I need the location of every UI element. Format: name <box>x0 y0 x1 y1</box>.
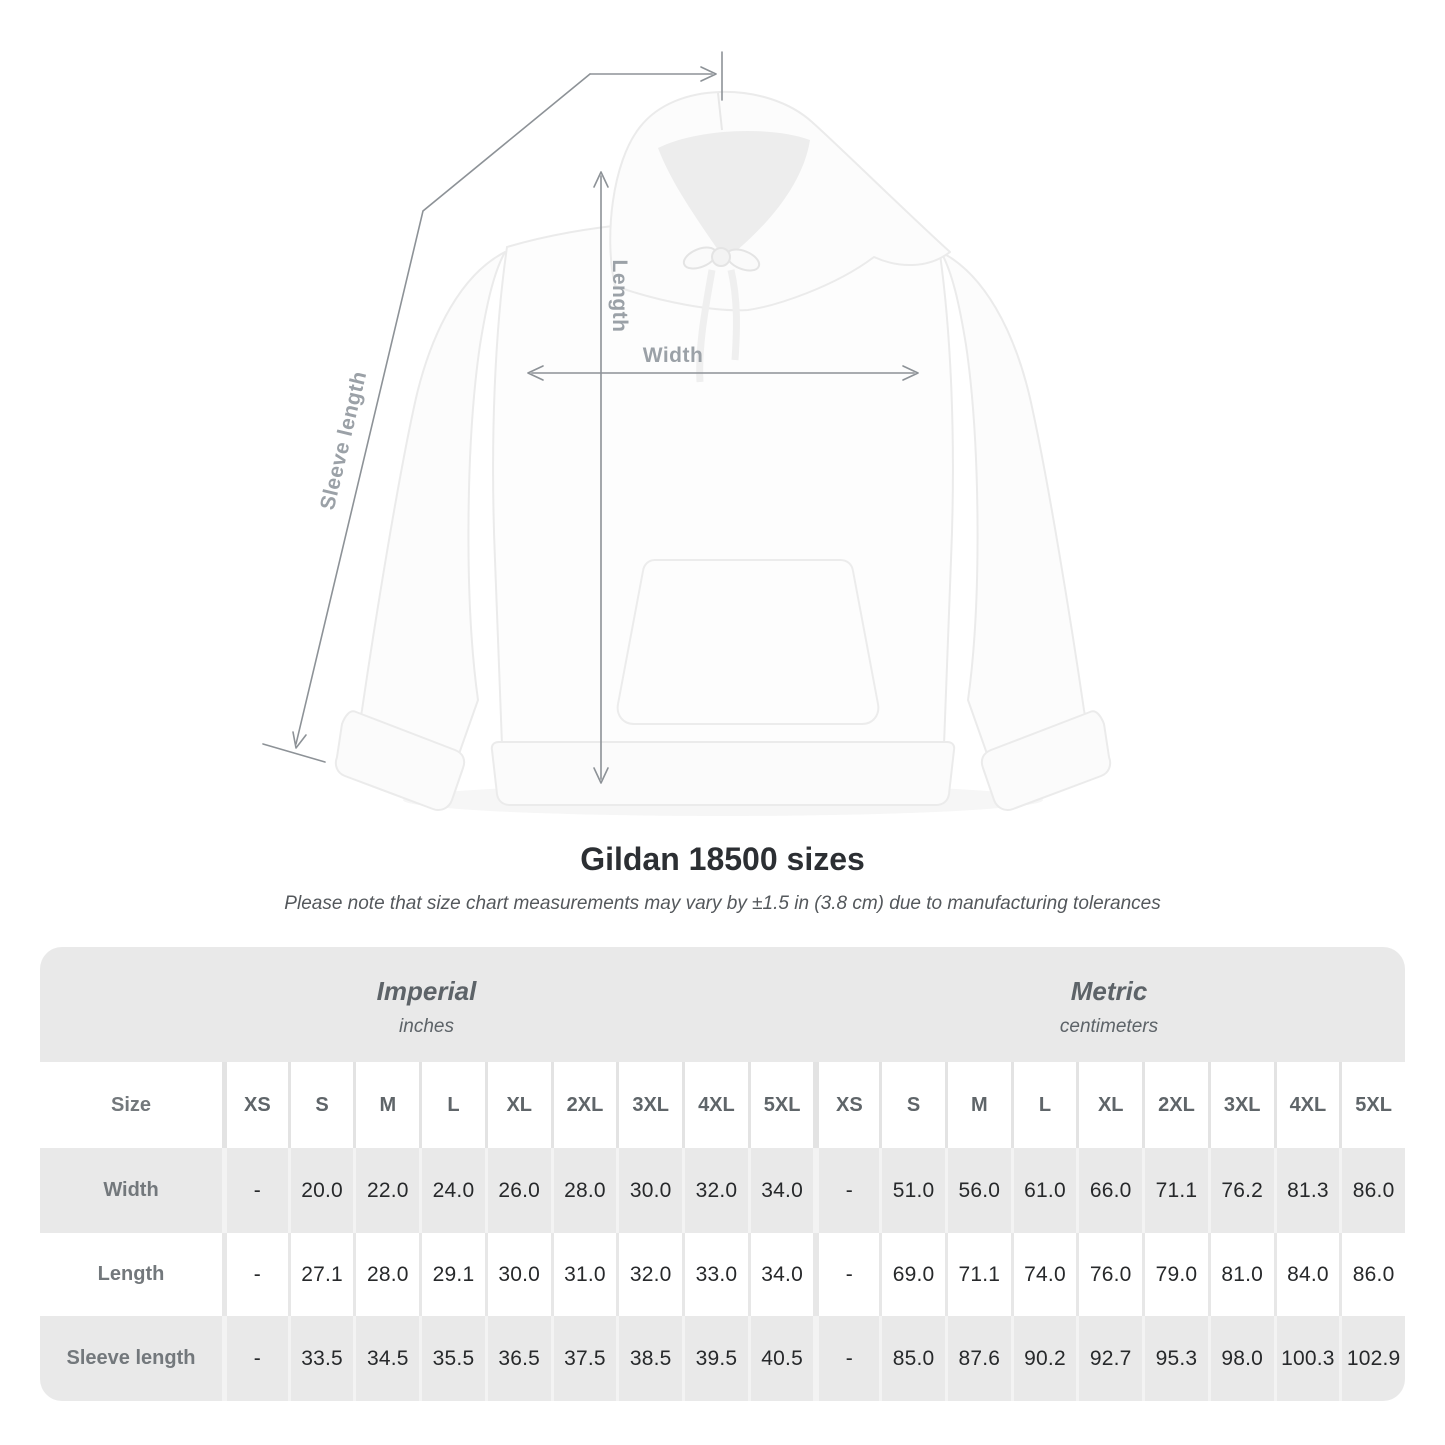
width-row <box>40 1148 1405 1233</box>
bow-knot <box>712 248 730 266</box>
left-sleeve <box>358 252 505 768</box>
size-header-imperial-m: M <box>353 1062 419 1148</box>
imperial-value-cell: 20.0 <box>288 1148 354 1233</box>
metric-value-cell: 81.0 <box>1208 1233 1274 1316</box>
imperial-value-cell: 26.0 <box>485 1148 551 1233</box>
metric-value-cell: 86.0 <box>1339 1148 1405 1233</box>
metric-label: Metric <box>1070 975 1148 1006</box>
metric-value-cell: 100.3 <box>1274 1316 1340 1401</box>
imperial-value-cell: 34.0 <box>748 1148 814 1233</box>
imperial-value-cell: 37.5 <box>551 1316 617 1401</box>
row-label: Width <box>103 1179 159 1201</box>
metric-value-cell: 102.9 <box>1339 1316 1405 1401</box>
page-title: Gildan 18500 sizes <box>580 841 865 877</box>
size-header-metric-xl: XL <box>1076 1062 1142 1148</box>
imperial-value-cell: 30.0 <box>485 1233 551 1316</box>
size-header-imperial-5xl: 5XL <box>748 1062 814 1148</box>
metric-unit-label: centimeters <box>1059 1015 1159 1037</box>
size-header-row <box>40 1062 1405 1148</box>
imperial-value-cell: 29.1 <box>419 1233 485 1316</box>
metric-value-cell: 98.0 <box>1208 1316 1274 1401</box>
imperial-value-cell: 30.0 <box>616 1148 682 1233</box>
imperial-value-cell: 35.5 <box>419 1316 485 1401</box>
size-header-metric-s: S <box>879 1062 945 1148</box>
size-header-metric-3xl: 3XL <box>1208 1062 1274 1148</box>
row-label: Sleeve length <box>66 1347 196 1369</box>
size-header-imperial-xl: XL <box>485 1062 551 1148</box>
imperial-value-cell: 34.0 <box>748 1233 814 1316</box>
sleeve-length-label: Sleeve length <box>316 368 372 513</box>
imperial-group-header <box>40 947 813 1062</box>
metric-value-cell: 79.0 <box>1142 1233 1208 1316</box>
metric-value-cell: 76.2 <box>1208 1148 1274 1233</box>
width-label: Width <box>642 344 704 367</box>
imperial-value-cell: 38.5 <box>616 1316 682 1401</box>
imperial-value-cell: - <box>222 1316 288 1401</box>
metric-value-cell: 84.0 <box>1274 1233 1340 1316</box>
sleeve-end-tick <box>263 744 325 762</box>
size-table <box>40 947 1405 1401</box>
size-header-imperial-xs: XS <box>222 1062 288 1148</box>
metric-value-cell: - <box>813 1316 879 1401</box>
length-row <box>40 1233 1405 1316</box>
size-header-metric-xs: XS <box>813 1062 879 1148</box>
imperial-value-cell: 31.0 <box>551 1233 617 1316</box>
metric-value-cell: 51.0 <box>879 1148 945 1233</box>
kangaroo-pocket <box>618 560 879 724</box>
metric-value-cell: 90.2 <box>1011 1316 1077 1401</box>
metric-value-cell: 92.7 <box>1076 1316 1142 1401</box>
metric-value-cell: 81.3 <box>1274 1148 1340 1233</box>
metric-value-cell: 85.0 <box>879 1316 945 1401</box>
metric-value-cell: - <box>813 1233 879 1316</box>
size-header-imperial-2xl: 2XL <box>551 1062 617 1148</box>
imperial-value-cell: 40.5 <box>748 1316 814 1401</box>
size-header-metric-2xl: 2XL <box>1142 1062 1208 1148</box>
imperial-label: Imperial <box>376 975 477 1006</box>
size-header-imperial-l: L <box>419 1062 485 1148</box>
sleeve-length-row <box>40 1316 1405 1401</box>
metric-value-cell: 61.0 <box>1011 1148 1077 1233</box>
size-header-metric-5xl: 5XL <box>1339 1062 1405 1148</box>
imperial-value-cell: 36.5 <box>485 1316 551 1401</box>
size-column-header: Size <box>110 1093 152 1116</box>
metric-value-cell: 86.0 <box>1339 1233 1405 1316</box>
metric-value-cell: 71.1 <box>1142 1148 1208 1233</box>
size-header-metric-4xl: 4XL <box>1274 1062 1340 1148</box>
imperial-value-cell: 33.0 <box>682 1233 748 1316</box>
imperial-value-cell: 32.0 <box>616 1233 682 1316</box>
metric-value-cell: 76.0 <box>1076 1233 1142 1316</box>
length-label: Length <box>608 259 631 333</box>
size-header-imperial-s: S <box>288 1062 354 1148</box>
imperial-value-cell: 27.1 <box>288 1233 354 1316</box>
size-header-metric-l: L <box>1011 1062 1077 1148</box>
right-sleeve <box>941 252 1088 768</box>
imperial-value-cell: 28.0 <box>551 1148 617 1233</box>
hem-band <box>492 742 954 805</box>
hoodie-illustration <box>336 92 1110 810</box>
size-header-imperial-3xl: 3XL <box>616 1062 682 1148</box>
unit-header-row <box>40 947 1405 1062</box>
size-header-imperial-4xl: 4XL <box>682 1062 748 1148</box>
imperial-value-cell: 24.0 <box>419 1148 485 1233</box>
imperial-unit-label: inches <box>399 1015 454 1037</box>
imperial-value-cell: - <box>222 1233 288 1316</box>
metric-value-cell: 71.1 <box>945 1233 1011 1316</box>
metric-group-header <box>813 947 1405 1062</box>
imperial-value-cell: 39.5 <box>682 1316 748 1401</box>
metric-value-cell: 69.0 <box>879 1233 945 1316</box>
imperial-value-cell: - <box>222 1148 288 1233</box>
imperial-value-cell: 28.0 <box>353 1233 419 1316</box>
metric-value-cell: 95.3 <box>1142 1316 1208 1401</box>
metric-value-cell: 56.0 <box>945 1148 1011 1233</box>
metric-value-cell: 74.0 <box>1011 1233 1077 1316</box>
imperial-value-cell: 32.0 <box>682 1148 748 1233</box>
metric-value-cell: 66.0 <box>1076 1148 1142 1233</box>
sleeve-arrowhead-end <box>293 732 306 748</box>
imperial-value-cell: 34.5 <box>353 1316 419 1401</box>
metric-value-cell: 87.6 <box>945 1316 1011 1401</box>
metric-value-cell: - <box>813 1148 879 1233</box>
tolerance-note: Please note that size chart measurements may vary by ±1.5 in (3.8 cm) due to manufacturing tolerances <box>284 893 1161 914</box>
imperial-value-cell: 33.5 <box>288 1316 354 1401</box>
row-label: Length <box>97 1263 165 1285</box>
imperial-value-cell: 22.0 <box>353 1148 419 1233</box>
size-header-metric-m: M <box>945 1062 1011 1148</box>
